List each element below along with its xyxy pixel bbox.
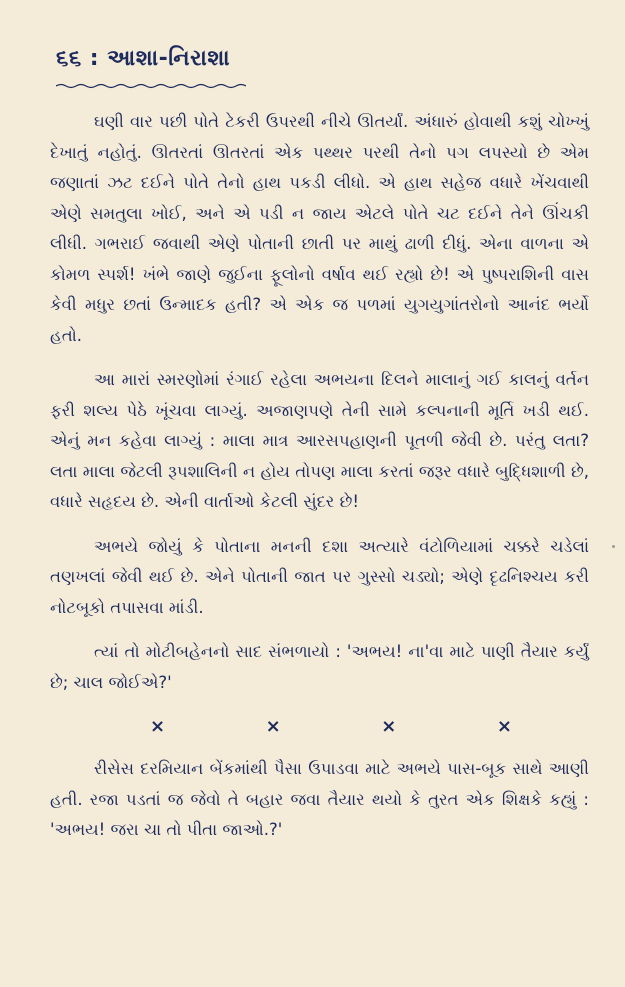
paragraph: રીસેસ દરમિયાન બેંકમાંથી પૈસા ઉપાડવા માટે અભયે પાસ-બૂક સાથે આણી હતી. રજા પડતાં જ જેવો તે બહાર જવા તૈયાર થયો કે તુરત એક શિક્ષકે કહ્યું : 'અભય! જરા ચા તો પીતા જાઓ.?' <box>50 759 589 839</box>
chapter-body <box>50 107 589 846</box>
separator-mark: × <box>265 716 281 737</box>
paragraph: ત્યાં તો મોટીબહેનનો સાદ સંભળાયો : 'અભય! ના'વા માટે પાણી તૈયાર કર્યું છે; ચાલ જોઈએ?' <box>50 642 590 692</box>
separator-mark: × <box>381 716 397 737</box>
paragraph: ઘણી વાર પછી પોતે ટેકરી ઉપરથી નીચે ઊતર્યાં. અંધારું હોવાથી કશું ચોખ્ખું દેખાતું નહોતું. ઊતરતાં ઊતરતાં એક પથ્થર પરથી તેનો પગ લપસ્યો છે એમ જણાતાં ઝટ દઈને પોતે તેનો હાથ પકડી લીધો. એ હાથ સહેજ વધારે ખેંચવાથી એણે સમતુલા ખોઈ, અને એ પડી ન જાય એટલે પોતે ચટ દઈને તેને ઊંચકી લીધી. ગભરાઈ જવાથી એણે પોતાની છાતી પર માથું ઢાળી દીધું. એના વાળના એ કોમળ સ્પર્શ! ખંભે જાણે જુઈના ફૂલોનો વર્ષાવ થઈ રહ્યો છે! એ પુષ્પરાશિની વાસ કેવી મધુર છતાં ઉન્માદક હતી? એ એક જ પળમાં યુગયુગાંતરોનો આનંદ ભર્યો હતો. <box>50 112 589 345</box>
section-separator <box>150 712 512 742</box>
chapter-heading: ૬૬ : આશા-નિરાશા <box>56 46 231 71</box>
paragraph: અભયે જોયું કે પોતાના મનની દશા અત્યારે વંટોળિયામાં ચક્કરે ચડેલાં તણખલાં જેવી થઈ છે. એને પોતાની જાત પર ગુસ્સો ચડ્યો; એણે દૃઢનિશ્ચય કરી નોટબૂકો તપાસવા માંડી. <box>50 536 589 617</box>
separator-mark: × <box>496 716 512 737</box>
paragraph: આ મારાં સ્મરણોમાં રંગાઈ રહેલા અભયના દિલને માલાનું ગઈ કાલનું વર્તન ફરી શલ્ય પેઠે ખૂંચવા લાગ્યું. અજાણપણે તેની સામે કલ્પનાની મૂર્તિ ખડી થઈ. એનું મન કહેવા લાગ્યું : માલા માત્ર આરસપહાણની પૂતળી જેવી છે. પરંતુ લતા? લતા માલા જેટલી રૂપશાલિની ન હોય તોપણ માલા કરતાં જરૂર વધારે બુદ્ધિશાળી છે, વધારે સહૃદય છે. એની વાર્તાઓ કેટલી સુંદર છે! <box>50 370 589 511</box>
separator-mark: × <box>150 716 166 737</box>
margin-speck <box>612 545 615 548</box>
heading-wavy-underline <box>56 83 246 89</box>
